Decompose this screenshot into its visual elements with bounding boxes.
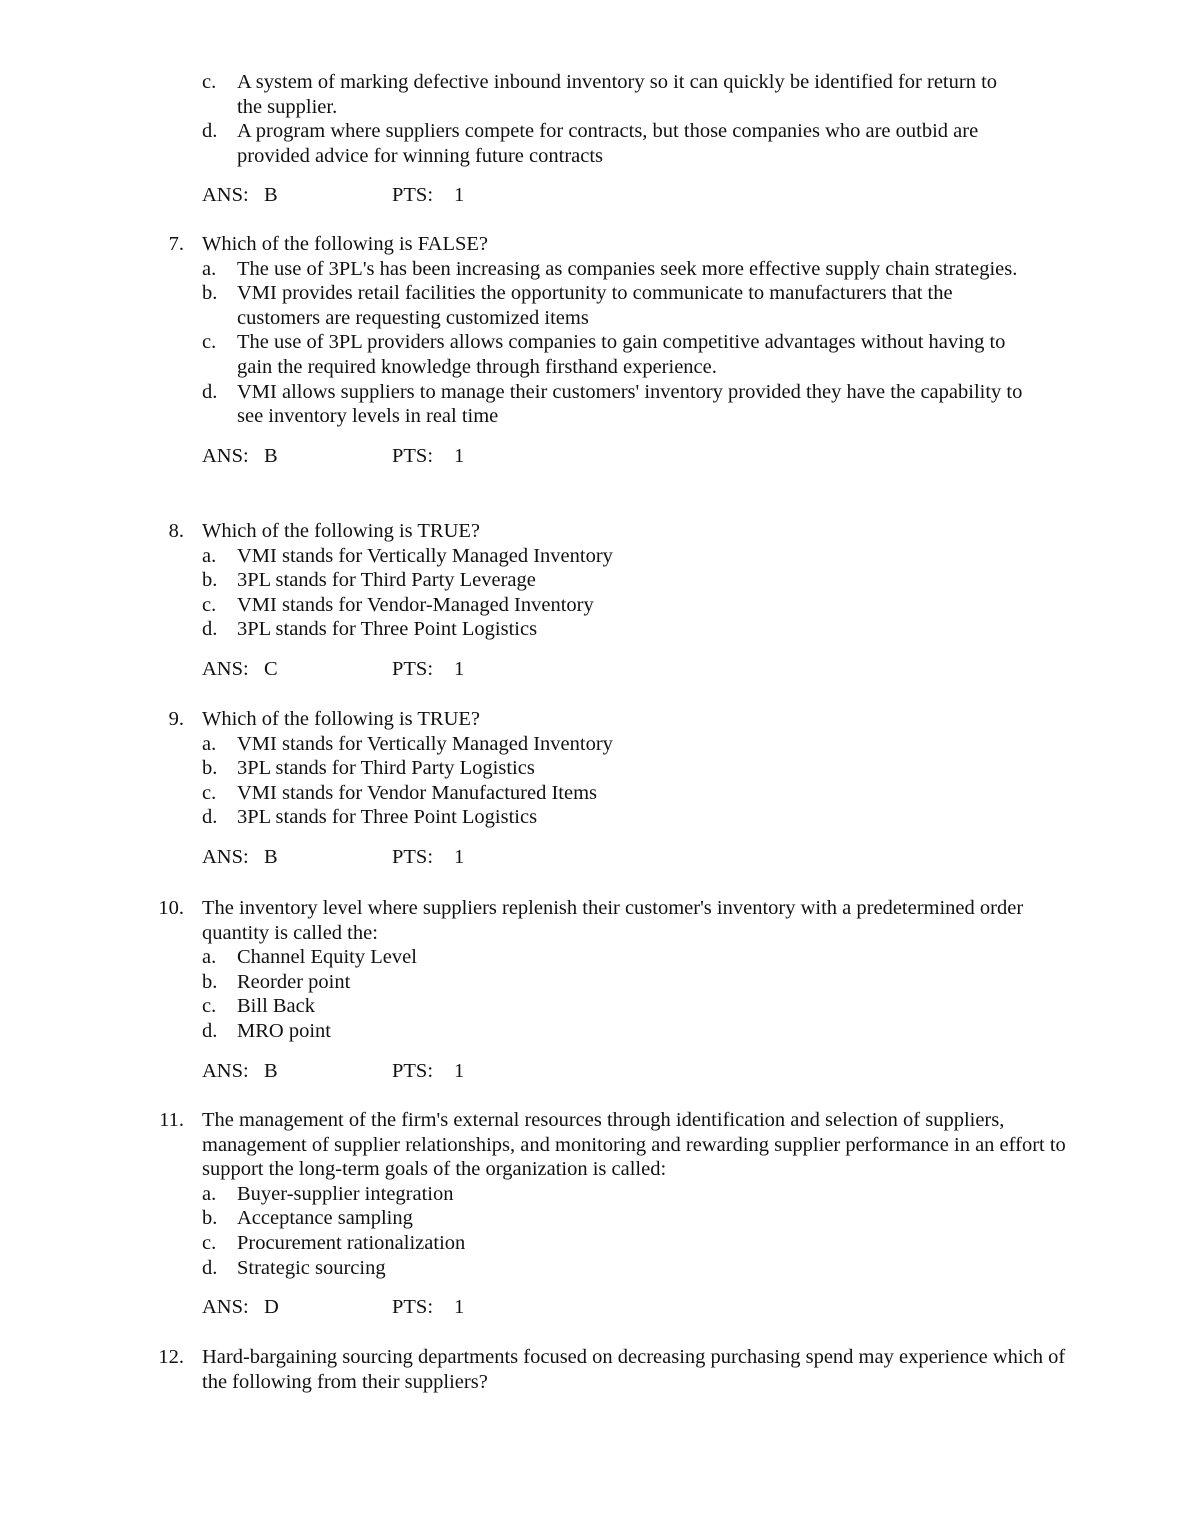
question-number: 12.	[158, 1346, 184, 1368]
option-text: Acceptance sampling	[237, 1207, 413, 1230]
option	[0, 756, 1190, 781]
continued-question	[0, 70, 1190, 208]
option-text: Channel Equity Level	[237, 946, 417, 969]
question-number: 8.	[168, 520, 184, 542]
option-letter: d.	[202, 618, 218, 641]
pts-label: PTS:	[392, 184, 434, 207]
ans-value: B	[264, 444, 278, 467]
option-text: Bill Back	[237, 995, 316, 1018]
pts-label: PTS:	[392, 845, 434, 868]
option-letter: c.	[202, 1231, 217, 1254]
ans-label: ANS:	[202, 1059, 249, 1082]
answer-line	[0, 845, 1190, 870]
question-10	[0, 896, 1190, 1083]
option-letter: a.	[202, 946, 217, 969]
ans-value: B	[264, 184, 278, 207]
answer-line	[0, 1059, 1190, 1084]
option-text: The use of 3PL providers allows companies to gain competitive advantages without having to gain the required knowledge through firsthand experience.	[237, 331, 1006, 378]
option	[0, 281, 1190, 330]
option	[0, 544, 1190, 569]
question-stem: The inventory level where suppliers replenish their customer's inventory with a predetermined order quantity is called the:	[202, 897, 1024, 944]
option	[0, 593, 1190, 618]
option-letter: c.	[202, 71, 217, 93]
option-text: Buyer-supplier integration	[237, 1182, 454, 1205]
option	[0, 257, 1190, 282]
option	[0, 805, 1190, 830]
option	[0, 732, 1190, 757]
option-text: VMI stands for Vendor Manufactured Items	[237, 781, 597, 804]
ans-label: ANS:	[202, 184, 249, 207]
option-text: Strategic sourcing	[237, 1256, 386, 1279]
option-letter: a.	[202, 1182, 217, 1205]
option	[0, 617, 1190, 642]
option-letter: b.	[202, 970, 218, 993]
ans-value: D	[264, 1296, 279, 1319]
question-stem-row	[0, 519, 1190, 544]
question-7	[0, 232, 1190, 468]
question-11	[0, 1108, 1190, 1320]
question-stem: The management of the firm's external resources through identification and selection of suppliers, management of supplier relationships, and monitoring and rewarding supplier performance in an effort to support the long-term goals of the organization is called:	[202, 1109, 1066, 1181]
option	[0, 70, 1190, 119]
question-number: 11.	[159, 1109, 184, 1131]
pts-label: PTS:	[392, 657, 434, 680]
option-text: VMI stands for Vertically Managed Inventory	[237, 544, 613, 567]
option-letter: d.	[202, 1019, 218, 1042]
option-letter: c.	[202, 593, 217, 616]
pts-value: 1	[454, 184, 465, 207]
option-text: Reorder point	[237, 970, 351, 993]
option	[0, 945, 1190, 970]
option	[0, 781, 1190, 806]
option	[0, 1019, 1190, 1044]
option-text: A system of marking defective inbound inventory so it can quickly be identified for return to the supplier.	[237, 71, 998, 118]
answer-line	[0, 1295, 1190, 1320]
option-text: A program where suppliers compete for contracts, but those companies who are outbid are provided advice for winning future contracts	[237, 120, 979, 167]
pts-value: 1	[454, 1296, 465, 1319]
question-9	[0, 707, 1190, 870]
option	[0, 970, 1190, 995]
question-stem-row	[0, 1108, 1190, 1182]
option-letter: b.	[202, 569, 218, 592]
option	[0, 994, 1190, 1019]
option-text: 3PL stands for Third Party Leverage	[237, 569, 536, 592]
question-12	[0, 1345, 1190, 1394]
option-letter: d.	[202, 380, 218, 403]
question-number: 9.	[168, 708, 184, 730]
question-number: 7.	[168, 233, 184, 255]
question-stem: Which of the following is TRUE?	[202, 708, 481, 730]
option-letter: d.	[202, 1256, 218, 1279]
pts-label: PTS:	[392, 1296, 434, 1319]
question-stem-row	[0, 232, 1190, 257]
pts-value: 1	[454, 444, 465, 467]
option-text: VMI stands for Vendor-Managed Inventory	[237, 593, 594, 616]
answer-line	[0, 183, 1190, 208]
option-text: 3PL stands for Third Party Logistics	[237, 757, 535, 780]
option-letter: c.	[202, 331, 217, 354]
ans-value: B	[264, 1059, 278, 1082]
ans-value: B	[264, 845, 278, 868]
option	[0, 380, 1190, 429]
question-8	[0, 519, 1190, 682]
option-text: VMI stands for Vertically Managed Inventory	[237, 732, 613, 755]
pts-value: 1	[454, 1059, 465, 1082]
option	[0, 568, 1190, 593]
option-letter: d.	[202, 120, 218, 143]
ans-label: ANS:	[202, 1296, 249, 1319]
option-letter: a.	[202, 732, 217, 755]
ans-label: ANS:	[202, 444, 249, 467]
answer-line	[0, 444, 1190, 469]
option-letter: d.	[202, 806, 218, 829]
question-stem: Hard-bargaining sourcing departments focused on decreasing purchasing spend may experience which of the following from their suppliers?	[202, 1346, 1066, 1393]
option	[0, 119, 1190, 168]
option-text: 3PL stands for Three Point Logistics	[237, 806, 538, 829]
option-letter: c.	[202, 995, 217, 1018]
pts-value: 1	[454, 657, 465, 680]
question-stem-row	[0, 707, 1190, 732]
option-text: The use of 3PL's has been increasing as companies seek more effective supply chain strategies.	[237, 257, 1018, 280]
question-stem-row	[0, 1345, 1190, 1394]
question-stem-row	[0, 896, 1190, 945]
option	[0, 330, 1190, 379]
option	[0, 1206, 1190, 1231]
question-number: 10.	[158, 897, 184, 919]
ans-label: ANS:	[202, 657, 249, 680]
option-text: 3PL stands for Three Point Logistics	[237, 618, 538, 641]
option-letter: b.	[202, 1207, 218, 1230]
option	[0, 1231, 1190, 1256]
pts-value: 1	[454, 845, 465, 868]
question-stem: Which of the following is FALSE?	[202, 233, 489, 255]
question-stem: Which of the following is TRUE?	[202, 520, 481, 542]
option	[0, 1256, 1190, 1281]
option-letter: a.	[202, 257, 217, 280]
option-letter: a.	[202, 544, 217, 567]
pts-label: PTS:	[392, 1059, 434, 1082]
pts-label: PTS:	[392, 444, 434, 467]
option-text: VMI allows suppliers to manage their customers' inventory provided they have the capability to see inventory levels in real time	[237, 380, 1023, 428]
option-letter: b.	[202, 757, 218, 780]
option-text: VMI provides retail facilities the opportunity to communicate to manufacturers that the customers are requesting customized items	[237, 282, 953, 329]
option-text: Procurement rationalization	[237, 1231, 466, 1254]
option	[0, 1182, 1190, 1207]
option-text: MRO point	[237, 1019, 331, 1042]
answer-line	[0, 657, 1190, 682]
option-letter: b.	[202, 282, 218, 305]
option-letter: c.	[202, 781, 217, 804]
ans-label: ANS:	[202, 845, 249, 868]
ans-value: C	[264, 657, 278, 680]
